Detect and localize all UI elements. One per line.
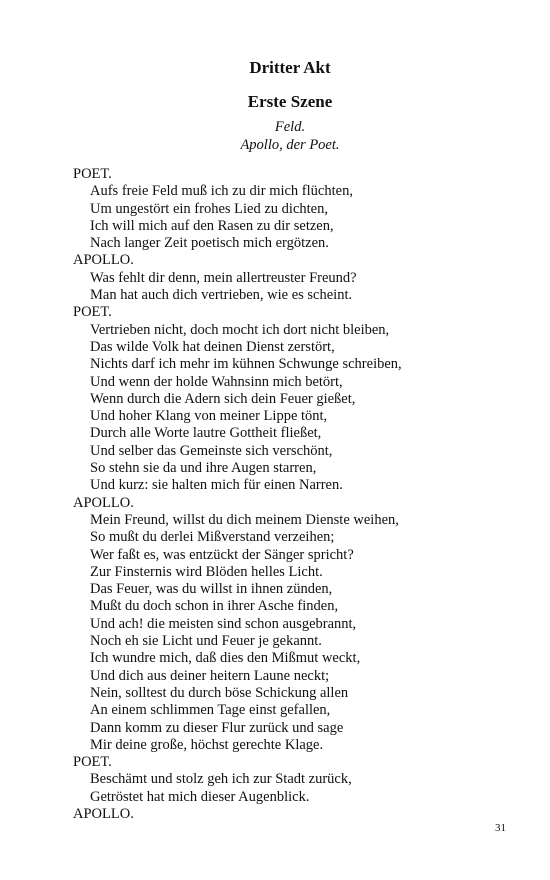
- verse-line: Vertrieben nicht, doch mocht ich dort nicht bleiben,: [90, 321, 390, 338]
- verse-line: Und ach! die meisten sind schon ausgebrannt,: [90, 615, 357, 632]
- speaker-name: POET.: [73, 754, 112, 771]
- verse-line: Mir deine große, höchst gerechte Klage.: [90, 736, 324, 753]
- verse-line: Noch eh sie Licht und Feuer je gekannt.: [90, 633, 322, 650]
- verse-line: Und hoher Klang von meiner Lippe tönt,: [90, 408, 328, 425]
- verse-line: Aufs freie Feld muß ich zu dir mich flüchten,: [90, 183, 353, 200]
- verse-line: Beschämt und stolz geh ich zur Stadt zurück,: [90, 771, 352, 788]
- scene-title: Erste Szene: [247, 92, 333, 111]
- verse-line: Getröstet hat mich dieser Augenblick.: [90, 788, 310, 805]
- verse-line: Mußt du doch schon in ihrer Asche finden,: [90, 598, 339, 615]
- page-number: 31: [495, 822, 506, 834]
- verse-line: Und wenn der holde Wahnsinn mich betört,: [90, 373, 343, 390]
- verse-line: Und selber das Gemeinste sich verschönt,: [90, 442, 333, 459]
- dialogue-text: [73, 166, 513, 823]
- verse-line: Nein, solltest du durch böse Schickung allen: [90, 684, 349, 701]
- verse-line: Nach langer Zeit poetisch mich ergötzen.: [90, 235, 329, 252]
- speaker-name: APOLLO.: [73, 252, 134, 269]
- verse-line: Und dich aus deiner heitern Laune neckt;: [90, 667, 330, 684]
- stage-direction: [0, 118, 550, 154]
- speaker-name: POET.: [73, 166, 112, 182]
- verse-line: Das Feuer, was du willst in ihnen zünden,: [90, 581, 333, 598]
- stage-direction-setting: Feld.: [274, 119, 306, 135]
- verse-line: Was fehlt dir denn, mein allertreuster Freund?: [90, 269, 357, 286]
- speaker-name: POET.: [73, 304, 112, 321]
- speaker-name: APOLLO.: [73, 494, 134, 511]
- verse-line: Wer faßt es, was entzückt der Sänger spricht?: [90, 546, 354, 563]
- verse-line: Das wilde Volk hat deinen Dienst zerstört,: [90, 338, 335, 355]
- act-title: Dritter Akt: [249, 58, 331, 77]
- verse-line: Nichts darf ich mehr im kühnen Schwunge schreiben,: [90, 356, 402, 373]
- verse-line: Durch alle Worte lautre Gottheit fließet,: [90, 425, 322, 442]
- verse-line: Ich will mich auf den Rasen zu dir setzen,: [90, 217, 334, 234]
- stage-direction-characters: Apollo, der Poet.: [240, 137, 340, 153]
- speaker-name: APOLLO.: [73, 805, 134, 822]
- verse-line: Ich wundre mich, daß dies den Mißmut weckt,: [90, 650, 361, 667]
- verse-line: So mußt du derlei Mißverstand verzeihen;: [90, 529, 335, 546]
- verse-line: Und kurz: sie halten mich für einen Narren.: [90, 477, 343, 494]
- verse-line: Wenn durch die Adern sich dein Feuer gießet,: [90, 390, 356, 407]
- verse-line: So stehn sie da und ihre Augen starren,: [90, 460, 317, 477]
- verse-line: Um ungestört ein frohes Lied zu dichten,: [90, 200, 328, 217]
- verse-line: Mein Freund, willst du dich meinem Dienste weihen,: [90, 511, 399, 528]
- verse-line: Dann komm zu dieser Flur zurück und sage: [90, 719, 344, 736]
- verse-line: An einem schlimmen Tage einst gefallen,: [90, 702, 331, 719]
- verse-line: Man hat auch dich vertrieben, wie es scheint.: [90, 287, 353, 304]
- verse-line: Zur Finsternis wird Blöden helles Licht.: [90, 563, 323, 580]
